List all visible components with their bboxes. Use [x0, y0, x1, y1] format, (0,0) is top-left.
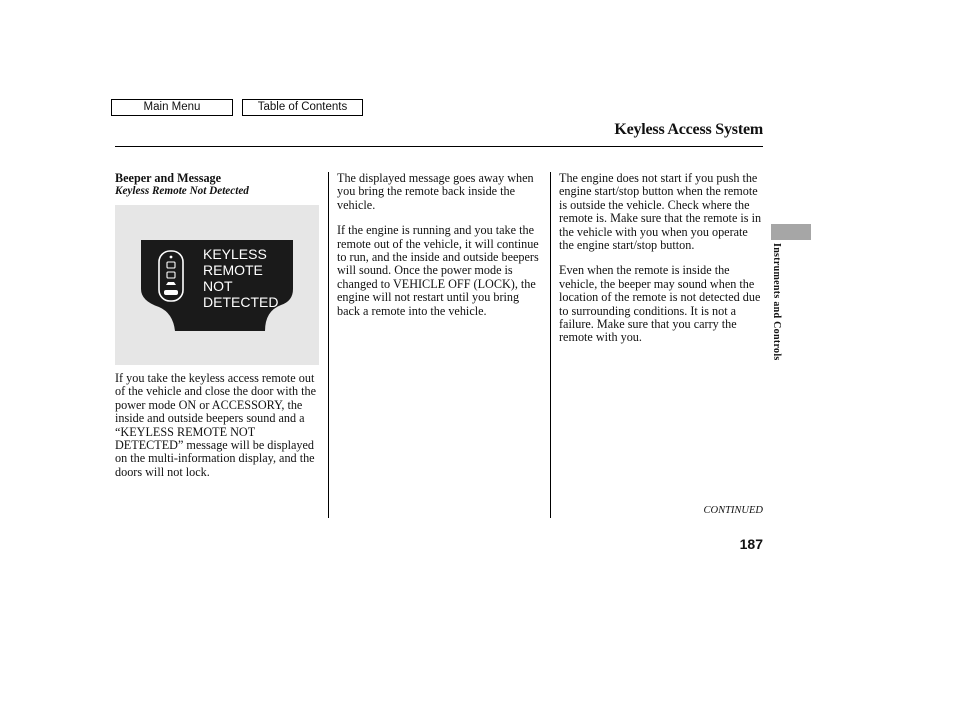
paragraph: The displayed message goes away when you bring the remote back inside the vehicle.: [337, 171, 534, 212]
column-3: [559, 172, 765, 357]
column-1: [115, 172, 320, 199]
continued-label: CONTINUED: [703, 505, 763, 516]
chapter-label: [758, 243, 798, 373]
page-number: 187: [739, 536, 763, 552]
chapter-tab: [771, 224, 811, 240]
display-line-1: KEYLESS: [203, 246, 267, 262]
message-illustration: [115, 205, 319, 365]
table-of-contents-button[interactable]: Table of Contents: [242, 99, 363, 116]
paragraph: If you take the keyless access remote out of the vehicle and close the door with the power mode ON or ACCESSORY, the inside and outside beepers sound and a “KEYLESS REMOTE NOT DETECTED” message will be displayed on the multi-information display, and the doors will not lock.: [115, 371, 317, 479]
display-line-3: NOT: [203, 278, 233, 294]
main-menu-button[interactable]: Main Menu: [111, 99, 233, 116]
section-subheading: Keyless Remote Not Detected: [115, 185, 249, 198]
display-line-2: REMOTE: [203, 262, 263, 278]
page-title: Keyless Access System: [614, 121, 763, 138]
column-divider: [328, 172, 329, 518]
chapter-label-text: Instruments and Controls: [771, 243, 782, 361]
paragraph: Even when the remote is inside the vehicle, the beeper may sound when the location of the remote is not detected due to surrounding conditions. It is not a failure. Make sure that you carry the remote with you.: [559, 263, 761, 345]
paragraph: If the engine is running and you take the remote out of the vehicle, it will continue to run, and the inside and outside beepers will sound. Once the power mode is changed to VEHICLE OFF (LOCK), the engine will not restart until you bring back a remote into the vehicle.: [337, 223, 539, 318]
column-divider: [550, 172, 551, 518]
display-line-4: DETECTED: [203, 294, 279, 310]
header-divider: [115, 146, 763, 147]
keyless-display-graphic: [115, 205, 319, 365]
column-1-body: [115, 372, 325, 491]
paragraph: The engine does not start if you push the engine start/stop button when the remote is outside the vehicle. Check where the remote is. Make sure that the remote is in the vehicle with you when you operate the engine start/stop button.: [559, 171, 762, 253]
key-fob-icon: [159, 251, 183, 301]
section-heading: Beeper and Message: [115, 171, 222, 185]
column-2: [337, 172, 543, 330]
